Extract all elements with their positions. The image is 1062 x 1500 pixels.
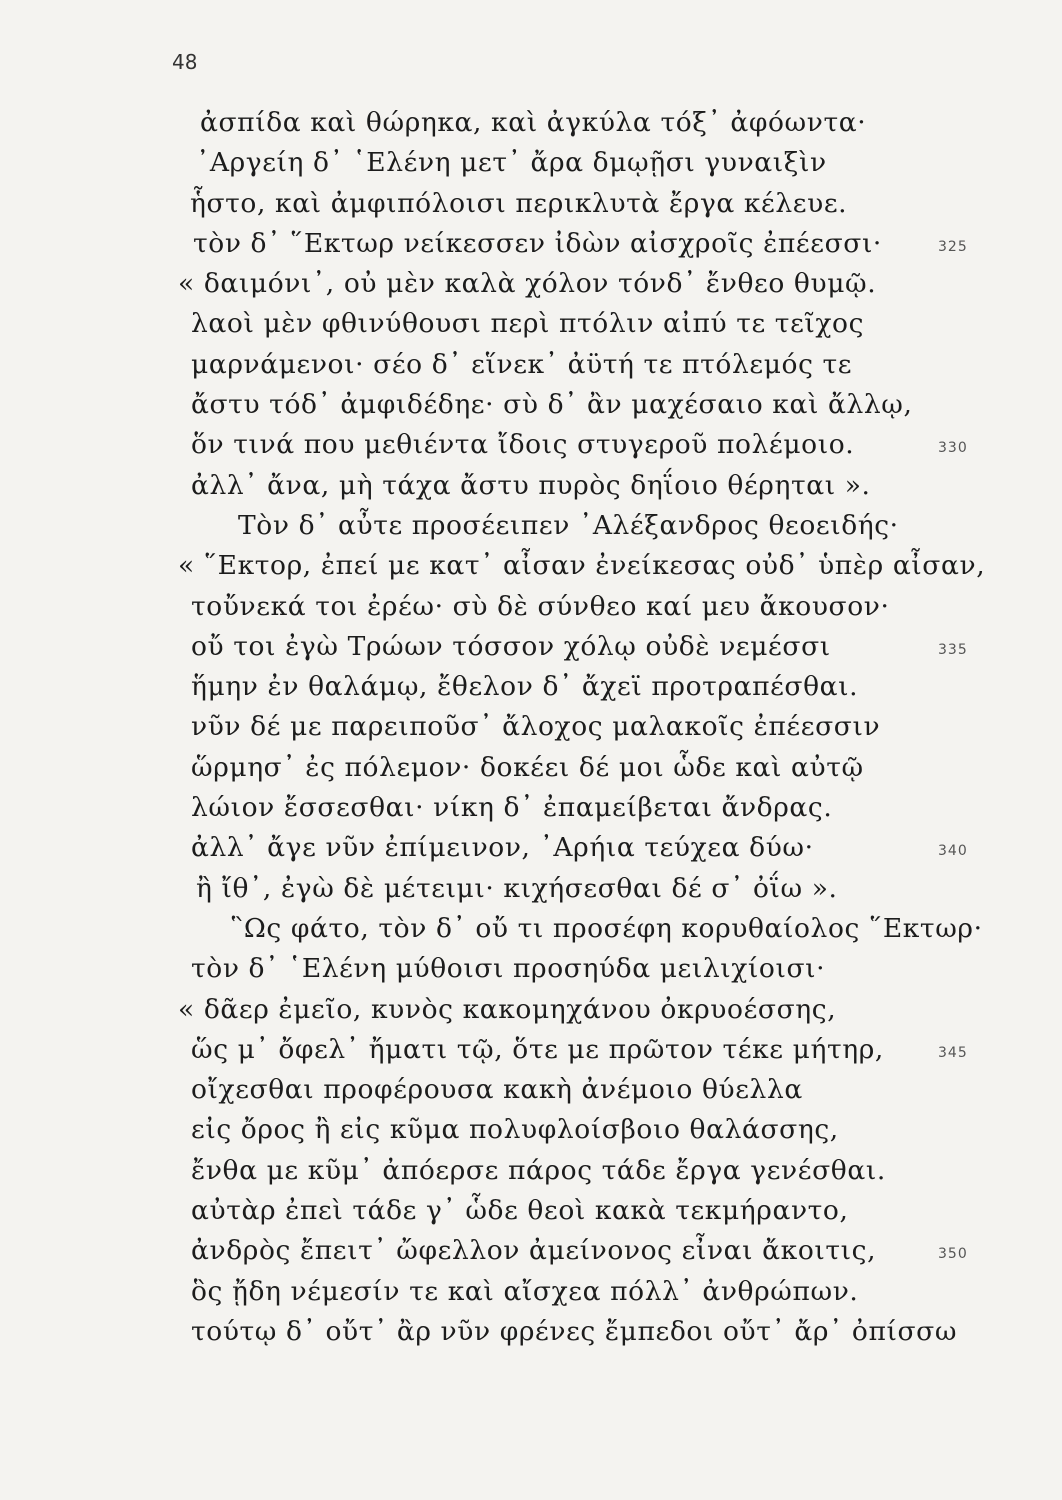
verse-line <box>0 587 1062 627</box>
line-number: 350 <box>938 1246 968 1263</box>
verse-text: ἄστυ τόδ᾽ ἀμφιδέδηε· σὺ δ᾽ ἂν μαχέσαιο καὶ ἄλλῳ, <box>191 389 913 421</box>
verse-line <box>0 304 1062 344</box>
verse-line <box>0 546 1062 586</box>
verse-text: τοὔνεκά τοι ἐρέω· σὺ δὲ σύνθεο καί μευ ἄκουσον· <box>191 590 890 622</box>
verse-line <box>0 828 1062 868</box>
line-number: 335 <box>938 641 968 658</box>
verse-text: Τὸν δ᾽ αὖτε προσέειπεν ᾽Αλέξανδρος θεοειδής· <box>238 509 899 541</box>
verse-line <box>0 184 1062 224</box>
verse-line <box>0 466 1062 506</box>
verse-line <box>0 143 1062 183</box>
verse-line <box>0 385 1062 425</box>
verse-line <box>0 1231 1062 1271</box>
verse-text: « δαιμόνι᾽, οὐ μὲν καλὰ χόλον τόνδ᾽ ἔνθεο θυμῷ. <box>178 268 877 300</box>
verse-line <box>0 264 1062 304</box>
verse-text: ἀλλ᾽ ἄνα, μὴ τάχα ἄστυ πυρὸς δηΐοιο θέρηται ». <box>191 469 871 501</box>
verse-line <box>0 627 1062 667</box>
verse-line <box>0 1151 1062 1191</box>
verse-line <box>0 345 1062 385</box>
verse-text: ὅν τινά που μεθιέντα ἴδοις στυγεροῦ πολέμοιο. <box>191 429 855 461</box>
verse-text: ἢ ἴθ᾽, ἐγὼ δὲ μέτειμι· κιχήσεσθαι δέ σ᾽ ὀΐω ». <box>196 872 838 904</box>
verse-text: λαοὶ μὲν φθινύθουσι περὶ πτόλιν αἰπύ τε τεῖχος <box>191 308 865 340</box>
verse-text: « δᾶερ ἐμεῖο, κυνὸς κακομηχάνου ὀκρυοέσσης, <box>178 993 837 1025</box>
verse-text: αὐτὰρ ἐπεὶ τάδε γ᾽ ὧδε θεοὶ κακὰ τεκμήραντο, <box>191 1195 849 1227</box>
verse-block <box>0 103 1062 1352</box>
verse-text: ὃς ᾔδη νέμεσίν τε καὶ αἴσχεα πόλλ᾽ ἀνθρώπων. <box>191 1275 859 1307</box>
line-number: 340 <box>938 843 968 860</box>
verse-line <box>0 788 1062 828</box>
line-number: 330 <box>938 440 968 457</box>
verse-line <box>0 1191 1062 1231</box>
verse-line <box>0 667 1062 707</box>
verse-line <box>0 869 1062 909</box>
verse-text: ἀλλ᾽ ἄγε νῦν ἐπίμεινον, ᾽Αρήια τεύχεα δύω· <box>191 832 814 864</box>
verse-text: « ῞Εκτορ, ἐπεί με κατ᾽ αἶσαν ἐνείκεσας οὐδ᾽ ὑπὲρ αἶσαν, <box>178 550 986 582</box>
verse-line <box>0 1030 1062 1070</box>
verse-text: ἀσπίδα καὶ θώρηκα, καὶ ἀγκύλα τόξ᾽ ἀφόωντα· <box>200 107 867 138</box>
verse-line <box>0 506 1062 546</box>
verse-text: νῦν δέ με παρειποῦσ᾽ ἄλοχος μαλακοῖς ἐπέεσσιν <box>191 711 881 743</box>
verse-text: ἥμην ἐν θαλάμῳ, ἔθελον δ᾽ ἄχεϊ προτραπέσθαι. <box>191 671 859 703</box>
verse-line <box>0 224 1062 264</box>
verse-line <box>0 1110 1062 1150</box>
verse-text: μαρνάμενοι· σέο δ᾽ εἵνεκ᾽ ἀϋτή τε πτόλεμός τε <box>191 348 853 380</box>
verse-text: ὥς μ᾽ ὄφελ᾽ ἤματι τῷ, ὅτε με πρῶτον τέκε μήτηρ, <box>191 1033 884 1065</box>
verse-text: οὔ τοι ἐγὼ Τρώων τόσσον χόλῳ οὐδὲ νεμέσσι <box>191 630 831 662</box>
verse-text: τὸν δ᾽ ῞Εκτωρ νείκεσσεν ἰδὼν αἰσχροῖς ἐπέεσσι· <box>193 227 882 259</box>
verse-line <box>0 1070 1062 1110</box>
verse-text: λώιον ἔσσεσθαι· νίκη δ᾽ ἐπαμείβεται ἄνδρας. <box>191 792 833 824</box>
verse-line <box>0 909 1062 949</box>
page-number: 48 <box>172 50 198 74</box>
verse-text: ἔνθα με κῦμ᾽ ἀπόερσε πάρος τάδε ἔργα γενέσθαι. <box>191 1154 886 1186</box>
verse-line <box>0 1312 1062 1352</box>
line-number: 325 <box>938 238 968 255</box>
verse-text: ἧστο, καὶ ἀμφιπόλοισι περικλυτὰ ἔργα κέλευε. <box>190 187 848 219</box>
verse-text: οἴχεσθαι προφέρουσα κακὴ ἀνέμοιο θύελλα <box>191 1074 803 1106</box>
verse-text: τὸν δ᾽ ῾Ελένη μύθοισι προσηύδα μειλιχίοισι· <box>191 953 826 985</box>
verse-line <box>0 990 1062 1030</box>
verse-text: ὥρμησ᾽ ἐς πόλεμον· δοκέει δέ μοι ὧδε καὶ αὐτῷ <box>191 751 864 783</box>
verse-text: τούτῳ δ᾽ οὔτ᾽ ἂρ νῦν φρένες ἔμπεδοι οὔτ᾽ ἄρ᾽ ὀπίσσω <box>191 1315 958 1347</box>
verse-line <box>0 1272 1062 1312</box>
verse-line <box>0 707 1062 747</box>
verse-text: ῝Ως φάτο, τὸν δ᾽ οὔ τι προσέφη κορυθαίολος ῞Εκτωρ· <box>230 912 983 944</box>
verse-line <box>0 425 1062 465</box>
verse-line <box>0 103 1062 143</box>
verse-text: ἀνδρὸς ἔπειτ᾽ ὤφελλον ἀμείνονος εἶναι ἄκοιτις, <box>191 1235 877 1267</box>
verse-text: εἰς ὄρος ἢ εἰς κῦμα πολυφλοίσβοιο θαλάσσης, <box>191 1114 839 1146</box>
verse-line <box>0 748 1062 788</box>
line-number: 345 <box>938 1044 968 1061</box>
verse-text: ᾽Αργείη δ᾽ ῾Ελένη μετ᾽ ἄρα δμῳῇσι γυναιξὶν <box>196 147 827 179</box>
verse-line <box>0 949 1062 989</box>
